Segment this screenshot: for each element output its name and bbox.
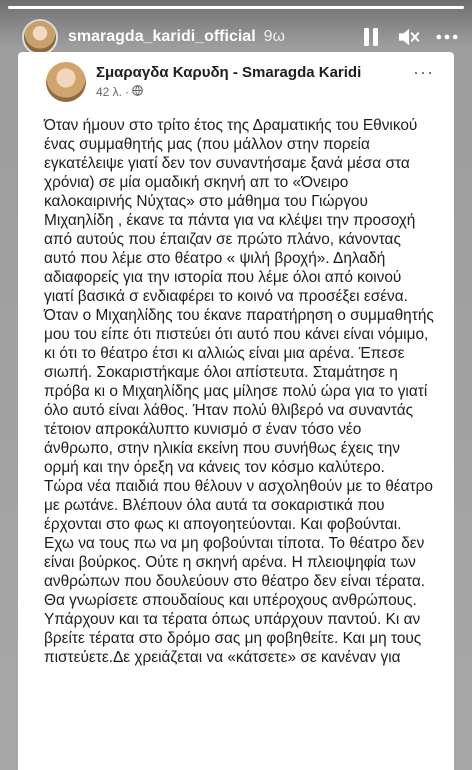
- post-paragraph: Όταν ο Μιχαηλίδης του έκανε παρατήρηση ο συμμαθητής μου του είπε ότι πιστεύει ότι αυτό που κάνει είναι νόμιμο, κι ότι το θέατρο έτσι κι αλλιώς είναι μια αρένα. Έπεσε σιωπή. Σοκαριστήκαμε όλοι απίστευτα. Σταμάτησε η πρόβα κι ο Μιχαηλίδης μας μίλησε πολύ ώρα για το γιατί όλο αυτό είναι λάθος. Ήταν πολύ θλιβερό να συναντάς τέτοιον απροκάλυπτο κυνισμό σ έναν τόσο νέο άνθρωπο, στην ηλικία εκείνη που συνήθως έχεις την ορμή και την όρεξη να κάνεις τον κόσμο καλύτερο.: [44, 307, 434, 476]
- post-author-name: Σμαραγδα Καρυδη - Smaragda Karidi: [96, 64, 362, 81]
- post-author-avatar: [46, 62, 86, 102]
- shared-facebook-post: [18, 52, 454, 770]
- post-paragraph: Όταν ήμουν στο τρίτο έτος της Δραματικής του Εθνικού ένας συμμαθητής μας (που μάλλον στην πορεία εγκατέλειψε γιατί δεν τον συναντήσαμε ξανά μέσα στα χρόνια) σε μία ομαδική σκηνή απ το «Όνειρο καλοκαιρινής Νύχτας» στο μάθημα του Γιώργου Μιχαηλίδη , έκανε τα πάντα για να κλέψει την προσοχή από αυτούς που έπαιζαν σε πρώτο πλάνο, κάνοντας αυτό που λέμε στο θέατρο « ψιλή βροχή». Δηλαδή αδιαφορείς για την ιστορία που λέμε όλοι από κοινού γιατί βασικά σ ενδιαφέρει το κοινό να προσέξει εσένα.: [44, 117, 418, 305]
- post-paragraph: Τώρα νέα παιδιά που θέλουν ν ασχοληθούν με το θέατρο με ρωτάνε. Βλέπουν όλα αυτά τα σοκαριστικά που έρχονται στο φως κι απογοητεύονται. Και φοβούνται. Εχω να τους πω να μη φοβούνται τίποτα. Το θέατρο δεν είναι βούρκος. Ούτε η σκηνή αρένα. Η πλειοψηφία των ανθρώπων που δουλεύουν στο θέατρο δεν είναι τέρατα. Θα γνωρίσετε σπουδαίους και υπέροχους ανθρώπους. Υπάρχουν και τα τέρατα όπως υπάρχουν παντού. Κι αν βρείτε τέρατα στο δρόμο σας μη φοβηθείτε. Και μη τους πιστεύετε.Δε χρειάζεται να «κάτσετε» σε κανέναν για: [44, 478, 433, 666]
- post-body: [44, 116, 434, 667]
- avatar[interactable]: [24, 21, 56, 53]
- story-username[interactable]: smaragda_karidi_official: [68, 28, 256, 45]
- story-progress-bar: [8, 6, 464, 9]
- post-timestamp: 42 λ.: [96, 85, 123, 99]
- post-more-icon[interactable]: ···: [413, 62, 434, 82]
- post-meta: 42 λ. ·: [96, 85, 143, 99]
- globe-icon: [132, 85, 143, 99]
- story-timestamp: 9ω: [263, 28, 286, 45]
- post-header: [46, 62, 434, 106]
- story-progress-fill: [8, 6, 464, 9]
- mute-icon[interactable]: [398, 26, 420, 48]
- more-icon[interactable]: [436, 26, 458, 48]
- pause-icon[interactable]: [360, 26, 382, 48]
